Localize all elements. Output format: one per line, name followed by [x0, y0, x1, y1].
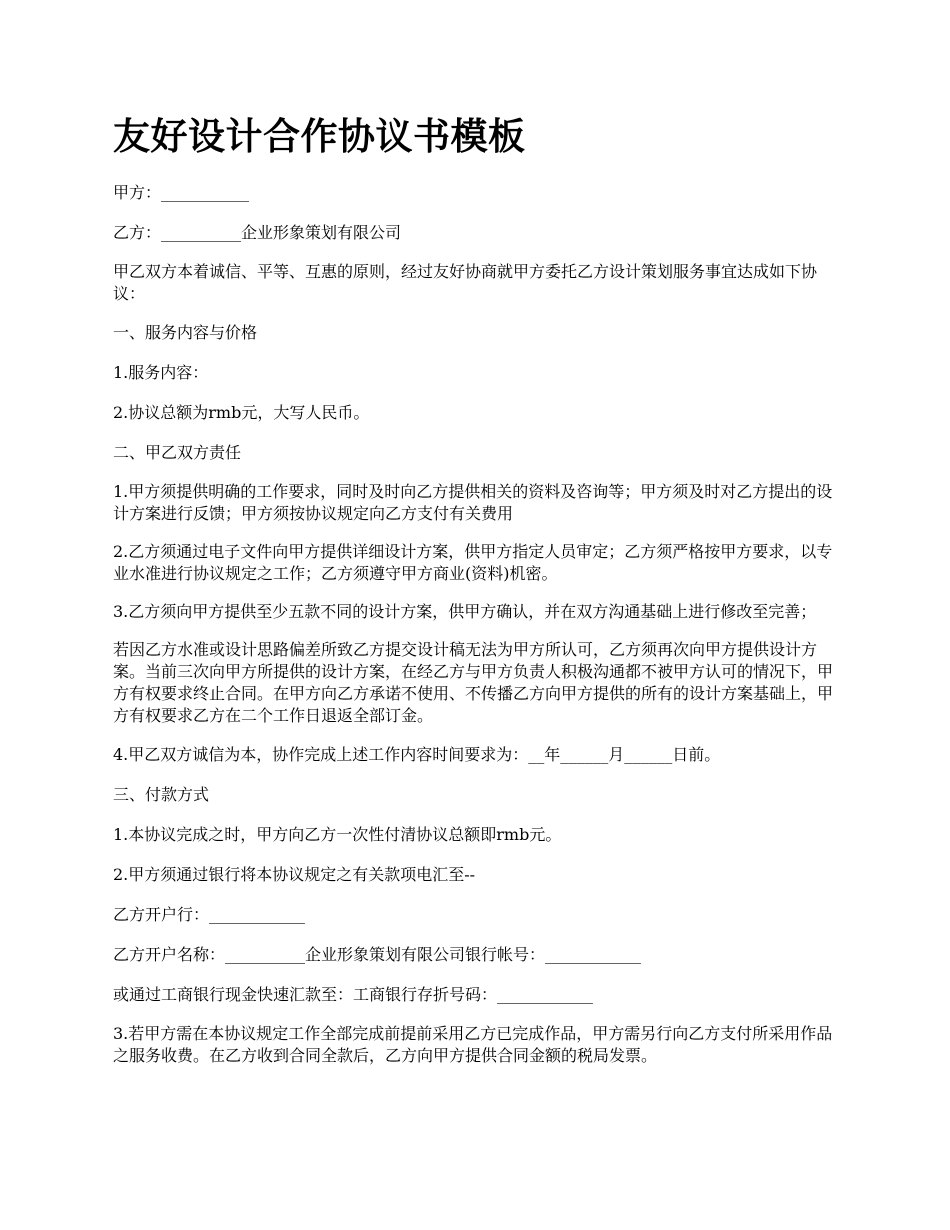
- clause-service-content: 1.服务内容：: [113, 363, 209, 382]
- clause-party-b-duties: 2.乙方须通过电子文件向甲方提供详细设计方案，供甲方指定人员审定；乙方须严格按甲方要求，以专业水准进行协议规定之工作；乙方须遵守甲方商业(资料)机密。: [113, 542, 833, 583]
- clause-full-payment: 1.本协议完成之时，甲方向乙方一次性付清协议总额即rmb元。: [113, 825, 562, 844]
- clause-deadline: 4.甲乙双方诚信为本，协作完成上述工作内容时间要求为：__年______月______日前。: [113, 745, 721, 764]
- document-page: [113, 112, 848, 1083]
- bank-name-line: 乙方开户行：____________: [113, 905, 306, 924]
- section-heading-service: 一、服务内容与价格: [113, 323, 258, 342]
- clause-bank-transfer: 2.甲方须通过银行将本协议规定之有关款项电汇至--: [113, 865, 476, 884]
- account-name-line: 乙方开户名称：__________企业形象策划有限公司银行帐号：____________: [113, 945, 642, 964]
- document-title: 友好设计合作协议书模板: [113, 114, 526, 158]
- preamble-paragraph: 甲乙双方本着诚信、平等、互惠的原则，经过友好协商就甲方委托乙方设计策划服务事宜达成如下协议：: [113, 262, 818, 303]
- clause-termination: 若因乙方水准或设计思路偏差所致乙方提交设计稿无法为甲方所认可，乙方须再次向甲方提供设计方案。当前三次向甲方所提供的设计方案，在经乙方与甲方负责人积极沟通都不被甲方认可的情况下，甲方有权要求终止合同。在甲方向乙方承诺不使用、不传播乙方向甲方提供的所有的设计方案基础上，甲方有权要求乙方在二个工作日退返全部订金。: [113, 640, 834, 725]
- section-heading-payment: 三、付款方式: [113, 785, 210, 804]
- quick-remittance-line: 或通过工商银行现金快速汇款至：工商银行存折号码：____________: [113, 985, 594, 1004]
- clause-party-a-duties: 1.甲方须提供明确的工作要求，同时及时向乙方提供相关的资料及咨询等；甲方须及时对乙方提出的设计方案进行反馈；甲方须按协议规定向乙方支付有关费用: [113, 482, 833, 523]
- section-heading-responsibilities: 二、甲乙双方责任: [113, 443, 242, 462]
- clause-design-proposals: 3.乙方须向甲方提供至少五款不同的设计方案，供甲方确认，并在双方沟通基础上进行修改至完善；: [113, 602, 817, 621]
- party-a-line: 甲方：___________: [113, 183, 250, 202]
- party-b-line: 乙方：__________企业形象策划有限公司: [113, 223, 402, 242]
- clause-total-amount: 2.协议总额为rmb元，大写人民币。: [113, 403, 370, 422]
- clause-early-use: 3.若甲方需在本协议规定工作全部完成前提前采用乙方已完成作品，甲方需另行向乙方支付所采用作品之服务收费。在乙方收到合同全款后，乙方向甲方提供合同金额的税局发票。: [113, 1024, 833, 1065]
